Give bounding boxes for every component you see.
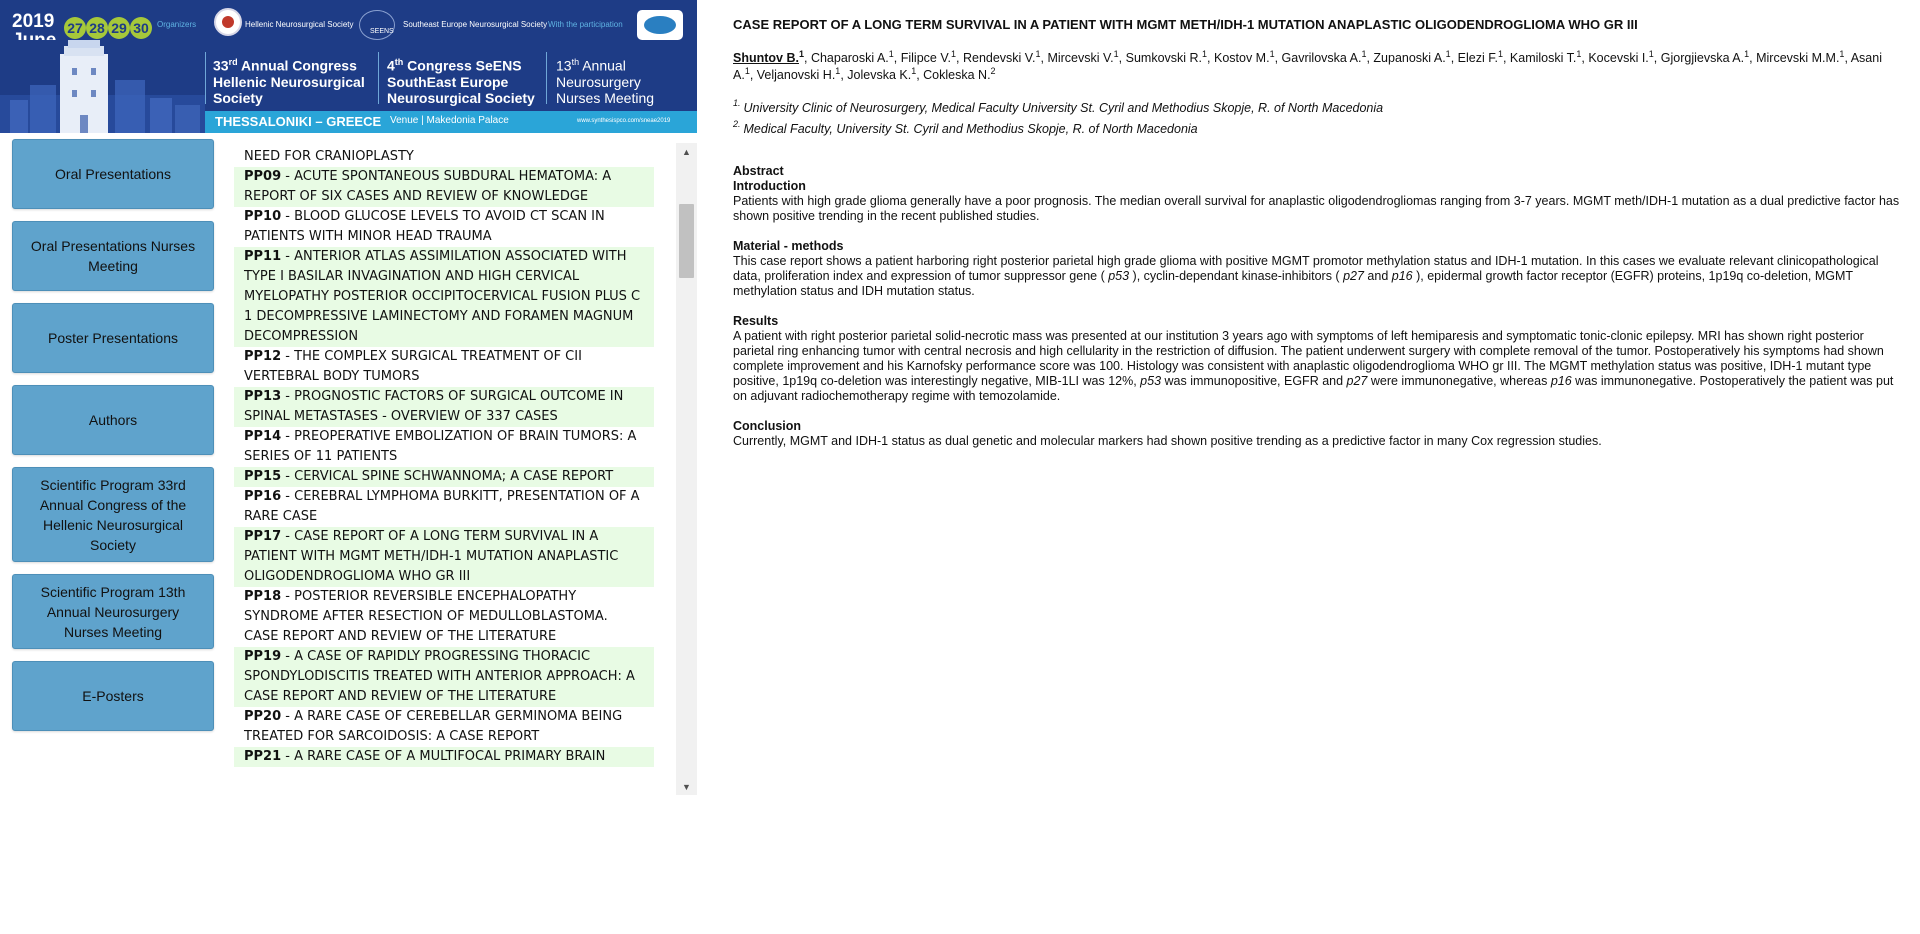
poster-list-item[interactable]: [234, 707, 654, 747]
poster-list-item[interactable]: [234, 147, 654, 167]
seens-label: Southeast Europe Neurosurgical Society: [403, 20, 548, 29]
poster-code: PP21: [244, 749, 282, 764]
banner-line: Neurosurgery: [556, 73, 641, 90]
gene-name: p53: [1140, 374, 1162, 388]
participation-label: With the participation: [548, 20, 623, 29]
poster-code-separator: -: [281, 349, 295, 364]
poster-code: PP13: [244, 389, 282, 404]
poster-list-item[interactable]: [234, 587, 654, 647]
text-run: and: [1363, 269, 1392, 283]
author-name: Zupanoski A.: [1373, 51, 1446, 65]
nav-authors[interactable]: Authors: [12, 385, 214, 455]
text-run: were immunonegative, whereas: [1367, 374, 1551, 388]
author-name: Gjorgjievska A.: [1660, 51, 1745, 65]
poster-list-panel[interactable]: [234, 143, 697, 795]
poster-title: ACUTE SPONTANEOUS SUBDURAL HEMATOMA: A REPORT OF SIX CASES AND REVIEW OF KNOWLEDGE: [244, 169, 612, 204]
poster-title: PROGNOSTIC FACTORS OF SURGICAL OUTCOME IN SPINAL METASTASES - OVERVIEW OF 337 CASES: [244, 389, 624, 424]
author-name: Chaparoski A.: [810, 51, 889, 65]
author-affiliation: 1: [798, 49, 804, 59]
seens-logo-text: SEENS: [370, 28, 394, 35]
poster-code-separator: -: [281, 169, 295, 184]
gene-name: p27: [1346, 374, 1368, 388]
text-run: ), cyclin-dependant kinase-inhibitors (: [1129, 269, 1344, 283]
poster-code-separator: -: [281, 709, 295, 724]
methods-text: [733, 254, 1905, 299]
hns-logo-icon: [214, 8, 242, 36]
ordinal-suffix: th: [394, 57, 404, 67]
nav-scientific-program-nurses[interactable]: Scientific Program 13th Annual Neurosurgery Nurses Meeting: [12, 574, 214, 649]
author-name: Mircevski V.: [1047, 51, 1114, 65]
author-name: Filipce V.: [900, 51, 951, 65]
author-name: Sumkovski R.: [1125, 51, 1203, 65]
nav-oral-presentations[interactable]: Oral Presentations: [12, 139, 214, 209]
poster-title: A RARE CASE OF CEREBELLAR GERMINOMA BEING TREATED FOR SARCOIDOSIS: A CASE REPORT: [244, 709, 623, 744]
introduction-text: Patients with high grade glioma generally have a poor prognosis. The median overall survival for anaplastic oligodendrogliomas ranging from 3-7 years. MGMT meth/IDH-1 mutation as a dual predictive factor has shown positive trending in the recent published studies.: [733, 194, 1900, 223]
introduction-heading: Introduction: [733, 179, 806, 193]
affiliation-number: 1.: [733, 98, 741, 108]
author-list: Shuntov B.$^1$, Chaparoski A.$^1$, Filipce V.$^1$, Rendevski V.$^1$, Mircevski V.$^1$, Sumkovski R.$^1$, Kostov M.$^1$, Gavrilovska A.$^1$, Zupanoski A.$^1$, Elezi F.$^1$, Kamiloski T.$^1$, Kocevski I.$^1$, Gjorgjievska A.$^1$, Mircevski M.M.$^1$, Asani A.$^1$, Veljanovski H.$^1$, Jolevska K.$^1$, Cokleska N.$^2$: [733, 49, 1882, 82]
sidebar-nav: [12, 139, 214, 743]
author-affiliation: 1: [1576, 49, 1582, 59]
list-scrollbar[interactable]: [676, 143, 697, 795]
white-tower-icon: [0, 40, 205, 133]
banner-seens-congress: [387, 54, 535, 106]
affiliation: [733, 98, 1905, 119]
text-run: ), epidermal growth factor receptor (EGFR) proteins, 1p19q co-deletion, MGMT methylation status and IDH mutation status.: [733, 269, 1853, 298]
poster-code-separator: -: [281, 429, 295, 444]
scroll-up-arrow-icon[interactable]: ▲: [682, 146, 691, 157]
poster-code-separator: -: [281, 469, 295, 484]
banner-days: [64, 17, 152, 39]
ordinal-number: 33: [213, 57, 229, 74]
poster-code-separator: -: [281, 209, 295, 224]
poster-code: PP10: [244, 209, 282, 224]
affiliation-text: University Clinic of Neurosurgery, Medical Faculty University St. Cyril and Methodius Skopje, R. of North Macedonia: [743, 101, 1384, 115]
scrollbar-thumb[interactable]: [679, 204, 694, 278]
gene-name: p16: [1391, 269, 1413, 283]
author-affiliation: 1: [835, 66, 841, 76]
poster-list-item[interactable]: [234, 427, 654, 467]
author-name: Kocevski I.: [1588, 51, 1649, 65]
poster-title: A RARE CASE OF A MULTIFOCAL PRIMARY BRAIN: [294, 749, 606, 764]
poster-code: PP17: [244, 529, 282, 544]
text-run: This case report shows a patient harboring right posterior parietal high grade glioma with positive MGMT promotor methylation status and IDH-1 mutation. In this cases we evaluate relevant clinicopathological data, proliferation index and expression of tumor suppressor gene (: [733, 254, 1879, 283]
poster-list-item[interactable]: [234, 347, 654, 387]
poster-code-separator: -: [281, 529, 295, 544]
poster-list-item[interactable]: [234, 647, 654, 707]
author-affiliation: 1: [1035, 49, 1041, 59]
poster-code: PP12: [244, 349, 282, 364]
poster-code: PP19: [244, 649, 282, 664]
poster-code: PP16: [244, 489, 282, 504]
author-affiliation: 1: [888, 49, 894, 59]
author-affiliation: 1: [1744, 49, 1750, 59]
author-affiliation: 1: [1497, 49, 1503, 59]
poster-title: CEREBRAL LYMPHOMA BURKITT, PRESENTATION OF A RARE CASE: [244, 489, 640, 524]
banner-line: Hellenic Neurosurgical: [213, 73, 365, 90]
banner-line: Society: [213, 89, 263, 106]
results-text: [733, 329, 1905, 404]
poster-list-item[interactable]: [234, 487, 654, 527]
poster-list-item[interactable]: [234, 207, 654, 247]
text-run: was immunonegative. Postoperatively the patient was put on adjuvant radiochemotherapy regime with temozolamide.: [733, 374, 1894, 403]
methods-heading: Material - methods: [733, 239, 844, 253]
banner-line: Neurosurgical Society: [387, 89, 535, 106]
text-run: was immunopositive, EGFR and: [1161, 374, 1347, 388]
author-name: Asani A.: [733, 51, 1882, 82]
author-name: Mircevski M.M.: [1756, 51, 1840, 65]
nav-poster-presentations[interactable]: Poster Presentations: [12, 303, 214, 373]
banner-city: THESSALONIKI – GREECE: [215, 114, 382, 129]
author-name: Elezi F.: [1457, 51, 1498, 65]
author-name: Jolevska K.: [847, 68, 912, 82]
scroll-down-arrow-icon[interactable]: ▼: [682, 781, 691, 792]
author-name: Cokleska N.: [923, 68, 991, 82]
poster-list-item[interactable]: [234, 247, 654, 347]
affiliation: [733, 119, 1905, 140]
hns-label: Hellenic Neurosurgical Society: [245, 20, 354, 29]
author-name: Shuntov B.: [733, 51, 799, 65]
banner-venue: Venue | Makedonia Palace: [390, 115, 509, 126]
poster-title: CASE REPORT OF A LONG TERM SURVIVAL IN A PATIENT WITH MGMT METH/IDH-1 MUTATION ANAPLASTIC OLIGODENDROGLIOMA WHO GR III: [244, 529, 619, 584]
author-affiliation: 1: [744, 66, 750, 76]
poster-code: PP18: [244, 589, 282, 604]
poster-code: PP09: [244, 169, 282, 184]
day-circle: 29: [108, 17, 130, 39]
gene-name: p27: [1343, 269, 1364, 283]
day-circle: 30: [130, 17, 152, 39]
poster-list-item[interactable]: [234, 527, 654, 587]
banner-line: SouthEast Europe: [387, 73, 509, 90]
poster-list: [234, 147, 654, 767]
text-run: A patient with right posterior parietal solid-necrotic mass was presented at our institution 3 years ago with symptoms of left hemiparesis and symptomatic tonic-clonic epilepsy. MRI has shown right posterior parietal ring enhancing tumor with central necrosis and high cellularity in the restriction of diffusion. The patient underwent surgery with complete removal of the tumor. Postoperatively his symptoms had shown complete improvement and his Karnofsky performance score was 100. Histology was consistent with anaplastic oligodendroglioma WHO gr III. The MGMT methylation status was positive, IDH-1 mutant type positive, 1p19q co-deletion was interestingly negative, MIB-1LI was 12%,: [733, 329, 1884, 388]
poster-list-viewport[interactable]: [234, 143, 676, 795]
author-name: Kostov M.: [1214, 51, 1270, 65]
author-affiliation: 1: [1445, 49, 1451, 59]
poster-list-item[interactable]: [234, 387, 654, 427]
abstract-heading: Abstract: [733, 164, 784, 178]
gene-name: p16: [1550, 374, 1572, 388]
banner-divider: [205, 52, 206, 104]
congress-banner[interactable]: [0, 0, 697, 133]
poster-title: ANTERIOR ATLAS ASSIMILATION ASSOCIATED WITH TYPE I BASILAR INVAGINATION AND HIGH CERVICAL MYELOPATHY POSTERIOR OCCIPITOCERVICAL FUSION PLUS C 1 DECOMPRESSIVE LAMINECTOMY AND FORAMEN MAGNUM DECOMPRESSION: [244, 249, 641, 344]
ordinal-suffix: rd: [228, 57, 238, 67]
poster-list-item[interactable]: [234, 747, 654, 767]
author-affiliation: 1: [1648, 49, 1654, 59]
nav-oral-presentations-nurses[interactable]: Oral Presentations Nurses Meeting: [12, 221, 214, 291]
author-affiliation: 1: [1202, 49, 1208, 59]
poster-title: PREOPERATIVE EMBOLIZATION OF BRAIN TUMORS: A SERIES OF 11 PATIENTS: [244, 429, 637, 464]
author-affiliation: 1: [1269, 49, 1275, 59]
ordinal-number: 13: [556, 57, 572, 74]
ordinal-suffix: th: [571, 57, 580, 67]
author-name: Veljanovski H.: [756, 68, 836, 82]
ordinal-number: 4: [387, 57, 395, 74]
poster-title: NEED FOR CRANIOPLASTY: [244, 149, 414, 164]
day-circle: 28: [86, 17, 108, 39]
poster-code: PP14: [244, 429, 282, 444]
banner-line: Congress SeENS: [403, 57, 522, 74]
banner-hns-congress: [213, 54, 365, 106]
affiliation-text: Medical Faculty, University St. Cyril and Methodius Skopje, R. of North Macedonia: [743, 122, 1198, 136]
poster-code-separator: -: [281, 589, 295, 604]
author-affiliation: 1: [1361, 49, 1367, 59]
poster-code-separator: -: [281, 389, 295, 404]
poster-code: PP11: [244, 249, 282, 264]
poster-title: THE COMPLEX SURGICAL TREATMENT OF CII VERTEBRAL BODY TUMORS: [244, 349, 582, 384]
poster-title: CERVICAL SPINE SCHWANNOMA; A CASE REPORT: [294, 469, 614, 484]
abstract-title: CASE REPORT OF A LONG TERM SURVIVAL IN A PATIENT WITH MGMT METH/IDH-1 MUTATION ANAPLASTIC OLIGODENDROGLIOMA WHO GR III: [733, 17, 1638, 32]
banner-url[interactable]: www.synthesispco.com/sneae2019: [577, 118, 671, 124]
author-affiliation: 1: [911, 66, 917, 76]
gene-name: p53: [1108, 269, 1130, 283]
day-circle: 27: [64, 17, 86, 39]
nav-scientific-program-congress[interactable]: Scientific Program 33rd Annual Congress of the Hellenic Neurosurgical Society: [12, 467, 214, 562]
poster-title: A CASE OF RAPIDLY PROGRESSING THORACIC SPONDYLODISCITIS TREATED WITH ANTERIOR APPROACH: A CASE REPORT AND REVIEW OF THE LITERATURE: [244, 649, 635, 704]
poster-list-item[interactable]: [234, 467, 654, 487]
poster-title: POSTERIOR REVERSIBLE ENCEPHALOPATHY SYNDROME AFTER RESECTION OF MEDULLOBLASTOMA. CASE REPORT AND REVIEW OF THE LITERATURE: [244, 589, 608, 644]
author-affiliation: 2: [990, 66, 996, 76]
poster-title: BLOOD GLUCOSE LEVELS TO AVOID CT SCAN IN PATIENTS WITH MINOR HEAD TRAUMA: [244, 209, 605, 244]
author-affiliation: 1: [1113, 49, 1119, 59]
partner-logo-icon: [637, 10, 683, 40]
banner-line: Annual Congress: [237, 57, 357, 74]
results-heading: Results: [733, 314, 779, 328]
banner-line: Nurses Meeting: [556, 89, 655, 106]
author-affiliation: 1: [1839, 49, 1845, 59]
poster-code-separator: -: [281, 489, 295, 504]
banner-year: 2019: [12, 11, 55, 32]
nav-e-posters[interactable]: E-Posters: [12, 661, 214, 731]
affiliation-number: 2.: [733, 119, 741, 129]
poster-code-separator: -: [281, 649, 295, 664]
conclusion-text: Currently, MGMT and IDH-1 status as dual genetic and molecular markers had shown positive trending as a predictive factor in many Cox regression studies.: [733, 434, 1602, 448]
organizers-label: Organizers: [157, 20, 197, 29]
author-name: Kamiloski T.: [1509, 51, 1577, 65]
banner-nurses-meeting: [556, 54, 654, 106]
author-affiliation: 1: [951, 49, 957, 59]
affiliations: [733, 98, 1905, 140]
author-name: Gavrilovska A.: [1281, 51, 1362, 65]
abstract-panel: [733, 17, 1905, 464]
conclusion-heading: Conclusion: [733, 419, 802, 433]
banner-divider: [546, 52, 547, 104]
poster-code: PP15: [244, 469, 282, 484]
seens-logo-icon: [359, 10, 395, 40]
author-name: Rendevski V.: [962, 51, 1036, 65]
poster-code-separator: -: [281, 749, 295, 764]
banner-divider: [378, 52, 379, 104]
poster-code: PP20: [244, 709, 282, 724]
banner-line: Annual: [579, 57, 626, 74]
poster-list-item[interactable]: [234, 167, 654, 207]
poster-code-separator: -: [281, 249, 295, 264]
